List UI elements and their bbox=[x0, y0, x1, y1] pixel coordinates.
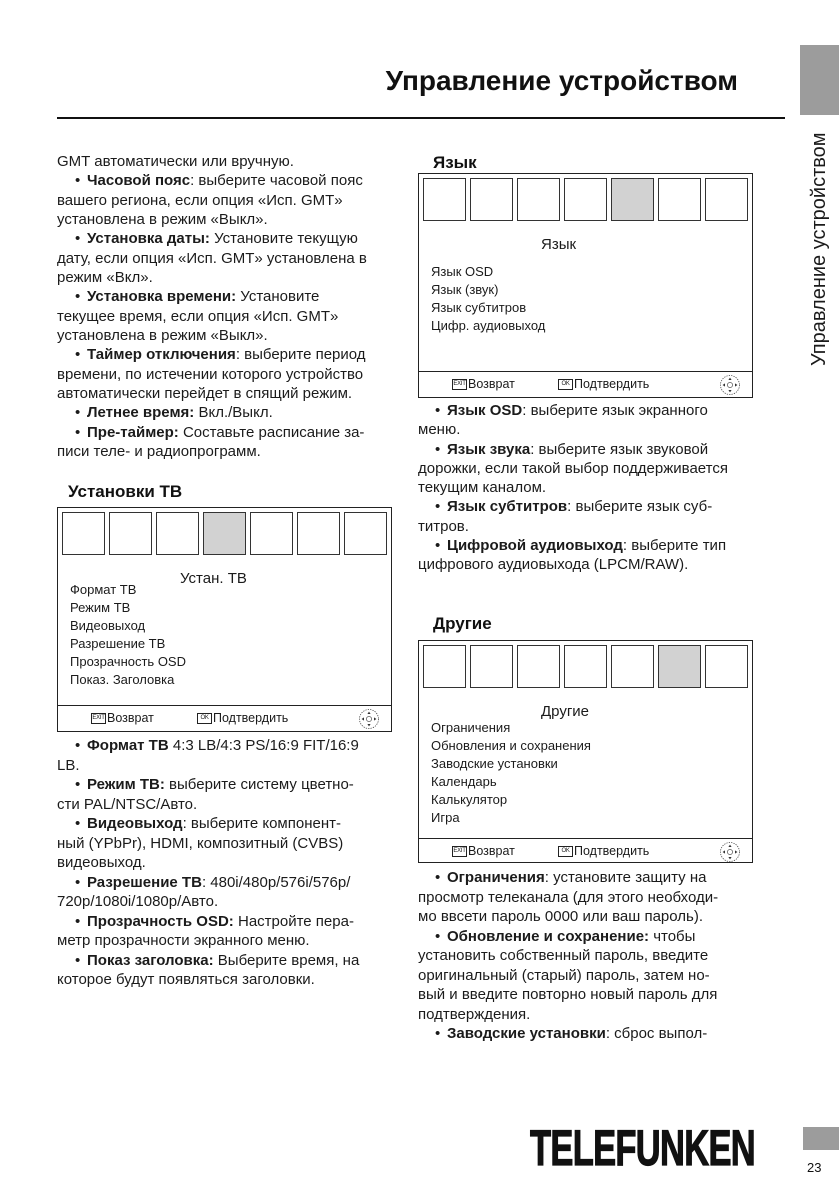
osd-menu-item: Календарь bbox=[431, 774, 497, 789]
bullet: • bbox=[75, 404, 81, 422]
bullet: • bbox=[435, 402, 441, 419]
text-line: LB. bbox=[57, 756, 80, 774]
back-label: Возврат bbox=[468, 844, 515, 858]
term: Язык звука bbox=[447, 440, 531, 458]
term: Пре-таймер: bbox=[87, 423, 179, 441]
term: Таймер отключения bbox=[87, 346, 236, 364]
exit-key-icon: EXIT bbox=[452, 846, 467, 857]
osd-screen-language bbox=[418, 173, 753, 398]
bullet: • bbox=[435, 536, 441, 554]
right-bottom-text bbox=[418, 868, 718, 1044]
confirm-label: Подтвердить bbox=[574, 844, 650, 858]
text-line: подтверждения. bbox=[418, 1005, 531, 1023]
bullet: • bbox=[75, 423, 81, 441]
osd-screen-title: Устан. ТВ bbox=[180, 570, 247, 587]
text-line: установлена в режим «Выкл». bbox=[57, 327, 268, 345]
osd-footer bbox=[58, 708, 391, 730]
bullet-line bbox=[57, 229, 367, 248]
description: : сброс выпол- bbox=[605, 1025, 708, 1042]
term: Обновление и сохранение: bbox=[447, 927, 650, 945]
text-line: мо ввсети пароль 0000 или ваш пароль). bbox=[418, 908, 704, 925]
osd-footer bbox=[419, 841, 752, 863]
ok-key-icon: OK bbox=[558, 846, 573, 857]
navigation-pad-icon bbox=[358, 708, 380, 730]
text-line: установлена в режим «Выкл». bbox=[57, 211, 268, 229]
text-line: дату, если опция «Исп. GMT» установлена в bbox=[57, 249, 367, 267]
osd-menu-list bbox=[431, 263, 545, 335]
bullet-line bbox=[418, 536, 728, 555]
ok-key-icon: OK bbox=[197, 713, 212, 724]
menu-tile-selected bbox=[658, 645, 701, 688]
menu-tiles bbox=[423, 178, 748, 221]
bullet-line bbox=[57, 171, 367, 190]
description: Составьте расписание за- bbox=[178, 423, 365, 441]
text-line: метр прозрачности экранного меню. bbox=[57, 932, 310, 949]
term: Ограничения bbox=[447, 869, 545, 886]
description: Вкл./Выкл. bbox=[194, 404, 273, 422]
description: Настройте пера- bbox=[233, 912, 354, 930]
bullet: • bbox=[435, 440, 441, 458]
osd-menu-item: Игра bbox=[431, 810, 460, 825]
menu-tile bbox=[423, 645, 466, 688]
term: Часовой пояс bbox=[87, 172, 191, 190]
text-line: режим «Вкл». bbox=[57, 269, 153, 287]
bullet: • bbox=[435, 498, 441, 516]
menu-tile bbox=[156, 512, 199, 555]
term: Язык субтитров bbox=[447, 498, 568, 516]
text-line: вый и введите повторно новый пароль для bbox=[418, 986, 718, 1003]
osd-menu-item: Язык (звук) bbox=[431, 282, 499, 297]
osd-menu-item: Обновления и сохранения bbox=[431, 738, 591, 753]
menu-tiles bbox=[423, 645, 748, 688]
description: : выберите язык суб- bbox=[567, 498, 713, 516]
menu-tile bbox=[705, 645, 748, 688]
term: Видеовыход bbox=[87, 815, 183, 832]
menu-tile bbox=[705, 178, 748, 221]
bullet: • bbox=[435, 1025, 441, 1042]
bullet: • bbox=[75, 951, 81, 969]
term: Прозрачность OSD: bbox=[87, 912, 234, 930]
term: Заводские установки bbox=[447, 1025, 606, 1042]
right-middle-text bbox=[418, 401, 728, 574]
text-line: времени, по истечении которого устройство bbox=[57, 365, 364, 383]
page-corner-marker bbox=[803, 1127, 839, 1150]
bullet: • bbox=[75, 737, 81, 754]
description: Установите bbox=[236, 288, 320, 306]
bullet: • bbox=[435, 927, 441, 945]
osd-footer-divider bbox=[419, 838, 752, 839]
osd-menu-item: Заводские установки bbox=[431, 756, 558, 771]
osd-screen-other bbox=[418, 640, 753, 863]
menu-tile bbox=[344, 512, 387, 555]
text-line: оригинальный (старый) пароль, затем но- bbox=[418, 966, 710, 984]
bullet-line bbox=[57, 736, 359, 756]
menu-tile bbox=[62, 512, 105, 555]
osd-menu-item: Формат ТВ bbox=[70, 582, 137, 597]
term: Установка времени: bbox=[87, 288, 237, 306]
bullet-line bbox=[57, 775, 359, 795]
back-label: Возврат bbox=[107, 711, 154, 725]
bullet-line bbox=[418, 927, 718, 947]
left-top-text bbox=[57, 152, 367, 462]
bullet: • bbox=[75, 912, 81, 930]
description: : выберите часовой пояс bbox=[190, 172, 363, 190]
ok-key-icon: OK bbox=[558, 379, 573, 390]
osd-menu-item: Калькулятор bbox=[431, 792, 508, 807]
bullet: • bbox=[75, 346, 81, 364]
menu-tile bbox=[109, 512, 152, 555]
description: Установите текущую bbox=[209, 230, 358, 248]
osd-menu-item: Ограничения bbox=[431, 720, 511, 735]
osd-menu-item: Разрешение ТВ bbox=[70, 636, 166, 651]
bullet: • bbox=[75, 815, 81, 832]
bullet-line bbox=[57, 403, 367, 422]
term: Разрешение ТВ bbox=[87, 873, 202, 891]
text-line: титров. bbox=[418, 517, 469, 535]
menu-tile bbox=[658, 178, 701, 221]
section-heading-language: Язык bbox=[433, 153, 477, 172]
navigation-pad-icon bbox=[719, 841, 741, 863]
side-tab-marker bbox=[800, 45, 839, 115]
bullet-line bbox=[418, 1024, 718, 1044]
bullet-line bbox=[57, 951, 359, 971]
brand-logo: TELEFUNKEN bbox=[530, 1120, 756, 1176]
description: : 480i/480p/576i/576p/ bbox=[201, 873, 351, 891]
text-line: цифрового аудиовыхода (LPCM/RAW). bbox=[418, 556, 689, 573]
menu-tile bbox=[250, 512, 293, 555]
menu-tile-selected bbox=[611, 178, 654, 221]
section-heading-other: Другие bbox=[433, 614, 492, 633]
description: : выберите период bbox=[235, 346, 366, 364]
term: Режим ТВ: bbox=[87, 776, 165, 793]
menu-tiles bbox=[62, 512, 387, 555]
exit-key-icon: EXIT bbox=[91, 713, 106, 724]
text-line: вашего региона, если опция «Исп. GMT» bbox=[57, 191, 343, 209]
text-line: установить собственный пароль, введите bbox=[418, 947, 709, 964]
confirm-label: Подтвердить bbox=[213, 711, 289, 725]
text-line: меню. bbox=[418, 421, 461, 439]
description: 4:3 LB/4:3 PS/16:9 FIT/16:9 bbox=[168, 737, 359, 754]
menu-tile bbox=[564, 178, 607, 221]
header-rule bbox=[57, 117, 785, 119]
menu-tile bbox=[517, 645, 560, 688]
exit-key-icon: EXIT bbox=[452, 379, 467, 390]
menu-tile bbox=[470, 178, 513, 221]
menu-tile bbox=[423, 178, 466, 221]
term: Язык OSD bbox=[447, 402, 523, 419]
bullet: • bbox=[75, 288, 81, 306]
description: : выберите компонент- bbox=[182, 815, 341, 832]
bullet: • bbox=[435, 869, 441, 886]
term: Цифровой аудиовыход bbox=[447, 536, 623, 554]
description: : выберите язык экранного bbox=[522, 402, 708, 419]
back-label: Возврат bbox=[468, 377, 515, 391]
text-line: ный (YPbPr), HDMI, композитный (CVBS) bbox=[57, 834, 344, 852]
bullet: • bbox=[75, 776, 81, 793]
osd-footer-divider bbox=[419, 371, 752, 372]
navigation-pad-icon bbox=[719, 374, 741, 396]
description: : установите защиту на bbox=[544, 869, 707, 886]
menu-tile bbox=[564, 645, 607, 688]
description: : выберите тип bbox=[622, 536, 727, 554]
menu-tile bbox=[297, 512, 340, 555]
bullet-line bbox=[418, 401, 728, 420]
bullet-line bbox=[57, 345, 367, 364]
osd-footer bbox=[419, 374, 752, 396]
menu-tile bbox=[517, 178, 560, 221]
term: Летнее время: bbox=[87, 404, 195, 422]
osd-screen-title: Другие bbox=[541, 703, 590, 720]
text-line: текущим каналом. bbox=[418, 479, 547, 496]
term: Установка даты: bbox=[87, 230, 210, 248]
bullet-line bbox=[57, 912, 359, 932]
bullet: • bbox=[75, 172, 81, 190]
text-line: просмотр телеканала (для этого необходи- bbox=[418, 888, 719, 906]
osd-menu-list bbox=[70, 581, 186, 689]
text-line: GMT автоматически или вручную. bbox=[57, 153, 294, 170]
text-line: которое будут появляться заголовки. bbox=[57, 971, 315, 988]
bullet-line bbox=[57, 873, 359, 893]
description: выберите систему цветно- bbox=[164, 776, 354, 793]
description: : выберите язык звуковой bbox=[530, 440, 709, 458]
osd-menu-item: Язык субтитров bbox=[431, 300, 527, 315]
text-line: сти PAL/NTSC/Авто. bbox=[57, 795, 198, 813]
text-line: автоматически перейдет в спящий режим. bbox=[57, 385, 353, 403]
osd-screen-title: Язык bbox=[541, 236, 577, 253]
osd-menu-item: Прозрачность OSD bbox=[70, 654, 186, 669]
description: Выберите время, на bbox=[213, 951, 360, 969]
osd-screen-tv-settings bbox=[57, 507, 392, 732]
text-line: дорожки, если такой выбор поддерживается bbox=[418, 459, 728, 477]
bullet: • bbox=[75, 873, 81, 891]
left-bottom-text bbox=[57, 736, 359, 990]
bullet: • bbox=[75, 230, 81, 248]
osd-footer-divider bbox=[58, 705, 391, 706]
bullet-line bbox=[57, 287, 367, 306]
osd-menu-item: Режим ТВ bbox=[70, 600, 131, 615]
menu-tile-selected bbox=[203, 512, 246, 555]
side-section-label: Управление устройством bbox=[808, 132, 830, 366]
osd-menu-item: Показ. Заголовка bbox=[70, 672, 175, 687]
bullet-line bbox=[57, 423, 367, 442]
confirm-label: Подтвердить bbox=[574, 377, 650, 391]
page-title: Управление устройством bbox=[385, 65, 738, 96]
bullet-line bbox=[418, 868, 718, 888]
page-number: 23 bbox=[807, 1160, 822, 1175]
term: Показ заголовка: bbox=[87, 951, 214, 969]
text-line: писи теле- и радиопрограмм. bbox=[57, 443, 261, 461]
section-heading-tv: Установки ТВ bbox=[68, 482, 183, 501]
osd-menu-item: Цифр. аудиовыход bbox=[431, 318, 546, 333]
text-line: текущее время, если опция «Исп. GMT» bbox=[57, 307, 339, 325]
text-line: видеовыход. bbox=[57, 854, 146, 871]
text-line: 720p/1080i/1080p/Авто. bbox=[57, 893, 219, 910]
osd-menu-item: Язык OSD bbox=[431, 264, 494, 279]
term: Формат ТВ bbox=[87, 737, 169, 754]
osd-menu-list bbox=[431, 719, 591, 827]
menu-tile bbox=[611, 645, 654, 688]
description: чтобы bbox=[649, 927, 696, 945]
menu-tile bbox=[470, 645, 513, 688]
osd-menu-item: Видеовыход bbox=[70, 618, 146, 633]
bullet-line bbox=[57, 814, 359, 834]
bullet-line bbox=[418, 497, 728, 516]
bullet-line bbox=[418, 440, 728, 459]
